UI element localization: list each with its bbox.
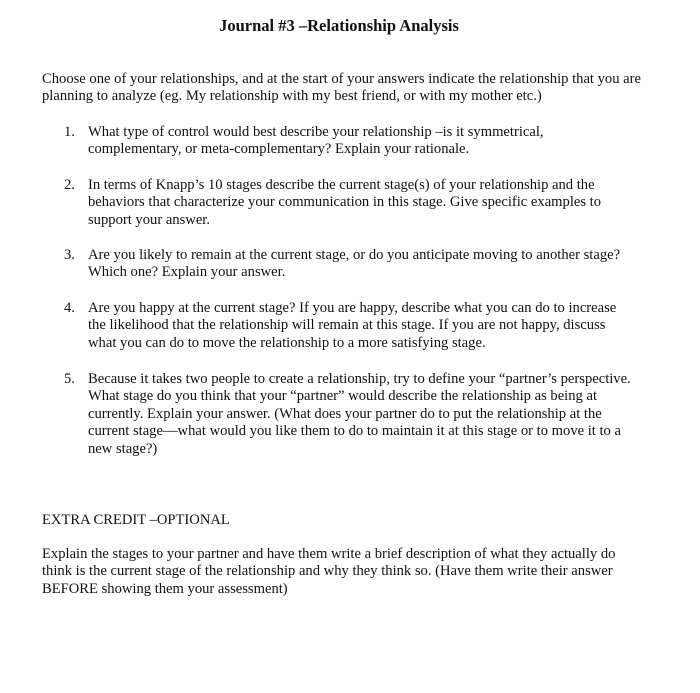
question-text: In terms of Knapp’s 10 stages describe the current stage(s) of your relationship and the behaviors that characterize your communication in this stage. Give specific examples to support your answer. xyxy=(88,177,602,228)
question-text: Are you happy at the current stage? If you are happy, describe what you can do to increase the likelihood that the relationship will remain at this stage. If you are not happy, discuss what you can do to move the relationship to a more satisfying stage. xyxy=(88,300,617,351)
question-number: 3. xyxy=(64,247,75,263)
question-text: Because it takes two people to create a relationship, try to define your “partner’s perspective. What stage do you think that your “partner” would describe the relationship as being at currently. Explain your answer. (What does your partner do to put the relationship at the current stage—what would you like them to do to maintain it at this stage or to move it to a new stage?) xyxy=(88,371,631,457)
extra-credit-heading: EXTRA CREDIT –OPTIONAL xyxy=(42,512,230,528)
question-number: 2. xyxy=(64,177,75,193)
question-text: Are you likely to remain at the current stage, or do you anticipate moving to another stage? Which one? Explain your answer. xyxy=(88,247,621,281)
question-number: 5. xyxy=(64,371,75,387)
question-text: What type of control would best describe your relationship –is it symmetrical, complementary, or meta-complementary? Explain your rationale. xyxy=(88,124,544,158)
question-number: 1. xyxy=(64,124,75,140)
question-number: 4. xyxy=(64,300,75,316)
extra-credit-body: Explain the stages to your partner and have them write a brief description of what they actually do think is the current stage of the relationship and why they think so. (Have them write their answer BEFORE showing them your assessment) xyxy=(42,546,616,597)
intro-paragraph: Choose one of your relationships, and at the start of your answers indicate the relationship that you are planning to analyze (eg. My relationship with my best friend, or with my mother etc.) xyxy=(42,71,641,105)
page-title: Journal #3 –Relationship Analysis xyxy=(219,16,459,35)
